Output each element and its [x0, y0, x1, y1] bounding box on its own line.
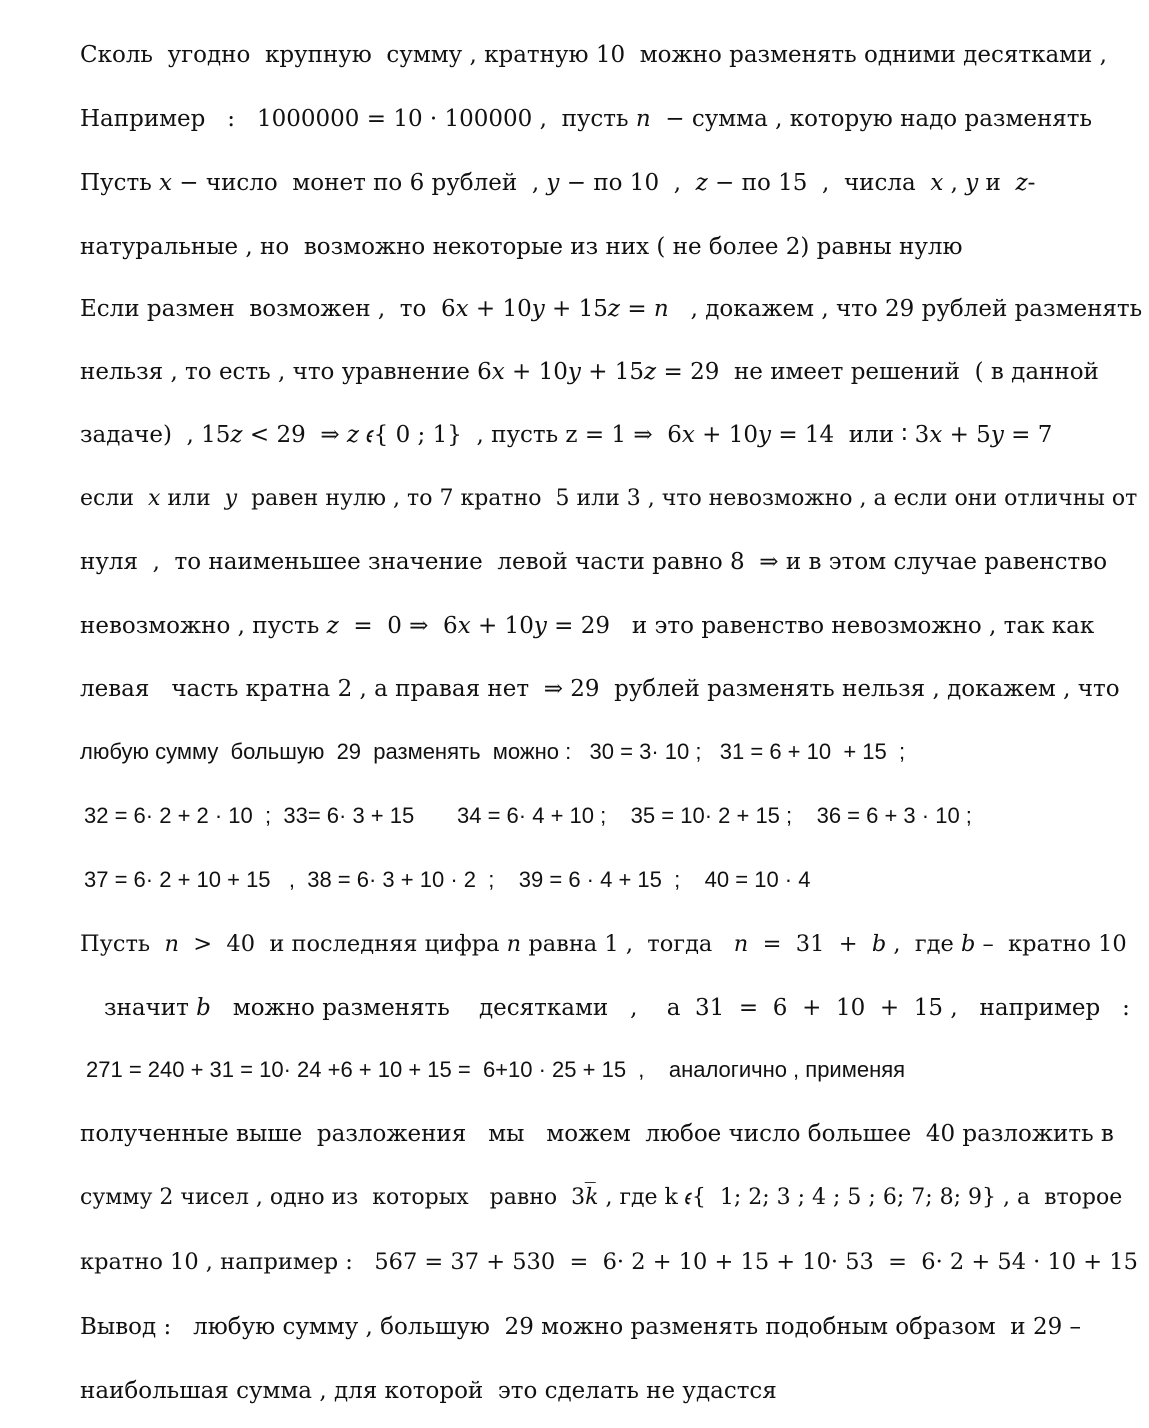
text-line-13: 32 = 6· 2 + 2 · 10 ; 33= 6· 3 + 15 34 = 6· 4 + 10 ; 35 = 10· 2 + 15 ; 36 = 6 + 3 · 10 ; [84, 803, 972, 828]
text-line-15: Пусть 𝑛 > 40 и последняя цифра 𝑛 равна 1 , тогда 𝑛 = 31 + 𝑏 , где 𝑏 – кратно 10 [80, 931, 1127, 957]
text-line-19: сумму 2 чисел , одно из которых равно 3𝑘̅ , где k 𝜖{ 1; 2; 3 ; 4 ; 5 ; 6; 7; 8; 9} , а второе [80, 1185, 1123, 1210]
text-line-16: значит 𝑏 можно разменять десятками , а 31 = 6 + 10 + 15 , например : [104, 995, 1130, 1021]
text-line-21: Вывод : любую сумму , большую 29 можно разменять подобным образом и 29 – [80, 1314, 1082, 1340]
text-line-20: кратно 10 , например : 567 = 37 + 530 = 6· 2 + 10 + 15 + 10· 53 = 6· 2 + 54 · 10 + 15 [80, 1249, 1138, 1275]
text-line-6: нельзя , то есть , что уравнение 6𝑥 + 10𝑦 + 15𝑧 = 29 не имеет решений ( в данной [80, 359, 1099, 385]
text-line-4: натуральные , но возможно некоторые из них ( не более 2) равны нулю [80, 234, 963, 260]
text-line-10: невозможно , пусть 𝑧 = 0 ⇒ 6𝑥 + 10𝑦 = 29 и это равенство невозможно , так как [80, 613, 1095, 639]
text-line-7: задаче) , 15𝑧 < 29 ⇒ 𝑧 𝜖{ 0 ; 1} , пусть z = 1 ⇒ 6𝑥 + 10𝑦 = 14 или ∶ 3𝑥 + 5𝑦 = 7 [80, 422, 1053, 448]
text-line-12: любую сумму большую 29 разменять можно : 30 = 3· 10 ; 31 = 6 + 10 + 15 ; [80, 739, 906, 764]
text-line-1: Сколь угодно крупную сумму , кратную 10 можно разменять одними десятками , [80, 42, 1107, 68]
text-line-18: полученные выше разложения мы можем любое число большее 40 разложить в [80, 1121, 1114, 1147]
text-line-5: Если размен возможен , то 6𝑥 + 10𝑦 + 15𝑧 = 𝑛 , докажем , что 29 рублей разменять [80, 296, 1143, 322]
text-line-22: наибольшая сумма , для которой это сделать не удастся [80, 1378, 777, 1404]
text-line-3: Пусть 𝑥 − число монет по 6 рублей , 𝑦 − по 10 , 𝑧 − по 15 , числа 𝑥 , 𝑦 и 𝑧- [80, 170, 1036, 196]
text-line-14: 37 = 6· 2 + 10 + 15 , 38 = 6· 3 + 10 · 2 ; 39 = 6 · 4 + 15 ; 40 = 10 · 4 [84, 867, 811, 892]
text-line-9: нуля , то наименьшее значение левой части равно 8 ⇒ и в этом случае равенство [80, 549, 1108, 575]
text-line-8: если 𝑥 или 𝑦 равен нулю , то 7 кратно 5 или 3 , что невозможно , а если они отличны от [80, 486, 1138, 511]
text-line-2: Например : 1000000 = 10 · 100000 , пусть 𝑛 − сумма , которую надо разменять [80, 106, 1093, 132]
text-line-17: 271 = 240 + 31 = 10· 24 +6 + 10 + 15 = 6+10 · 25 + 15 , аналогично , применяя [86, 1057, 906, 1082]
text-line-11: левая часть кратна 2 , а правая нет ⇒ 29 рублей разменять нельзя , докажем , что [80, 676, 1120, 702]
